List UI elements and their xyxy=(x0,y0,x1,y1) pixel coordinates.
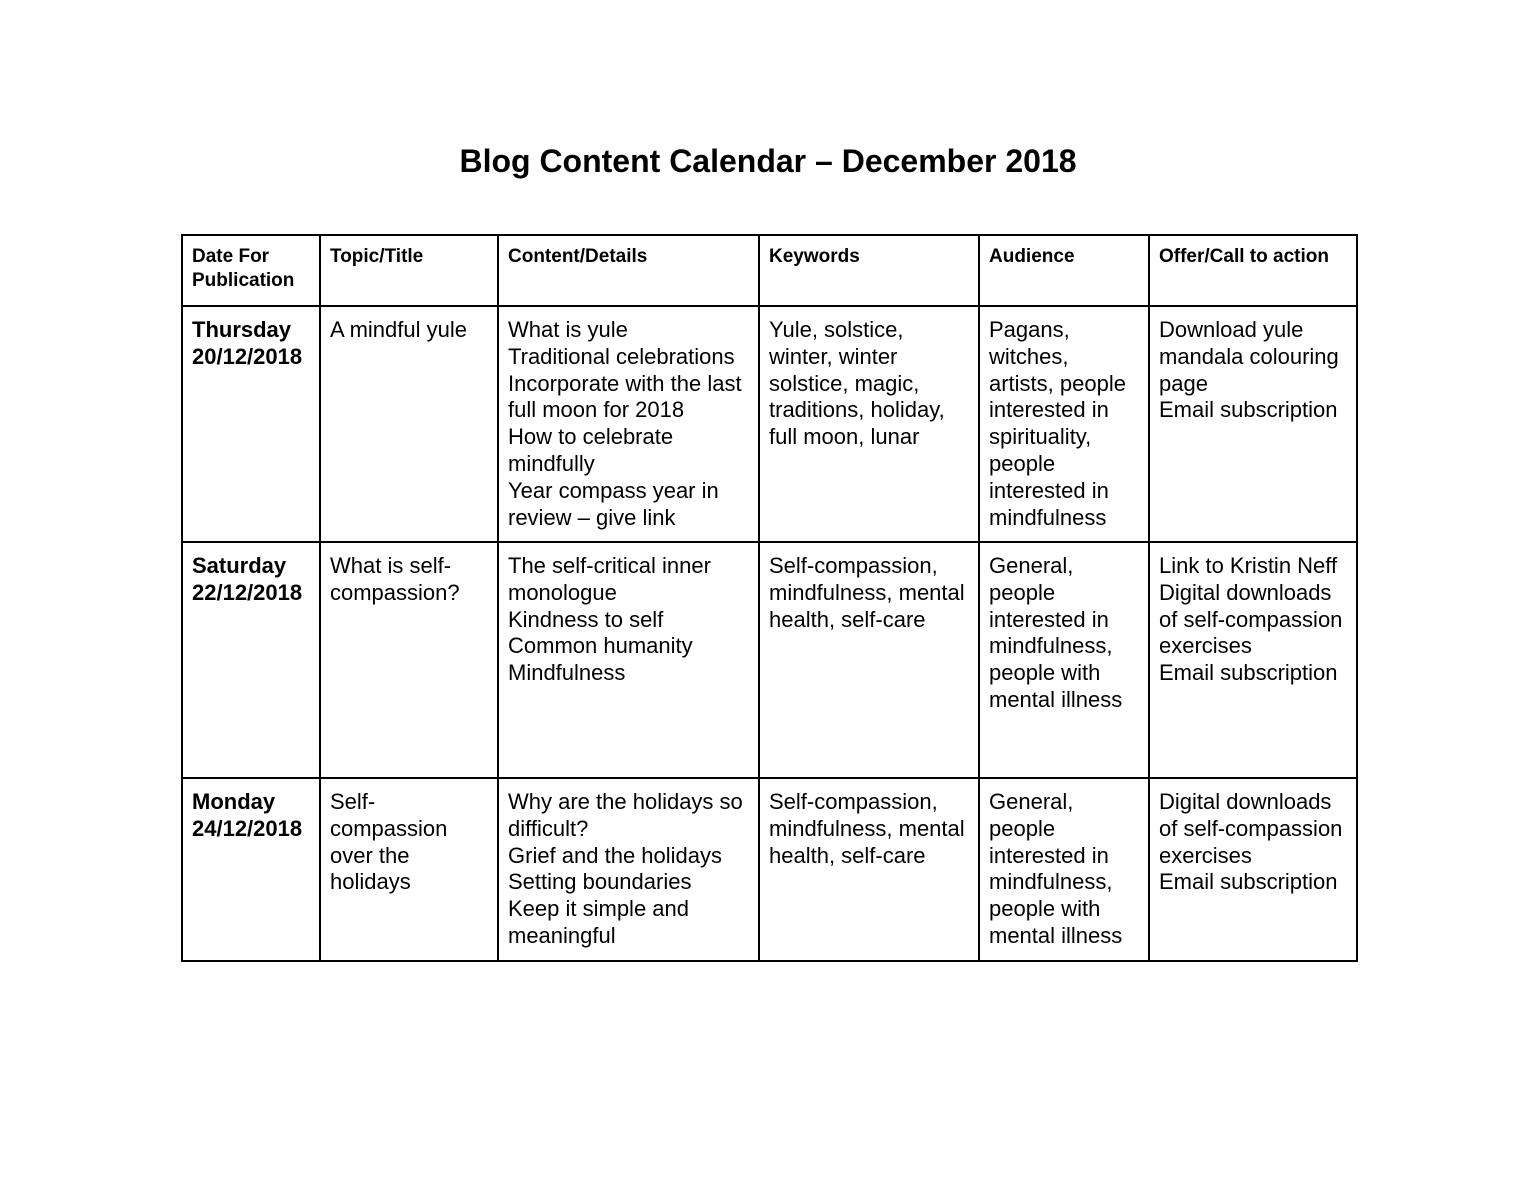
content-item: How to celebrate mindfully xyxy=(508,424,674,476)
offer-item: Digital downloads of self-compassion exercises xyxy=(1159,579,1343,659)
header-topic: Topic/Title xyxy=(320,235,498,306)
content-cell xyxy=(498,306,759,542)
content-item: The self-critical inner monologue xyxy=(508,553,711,605)
header-audience: Audience xyxy=(979,235,1149,306)
content-calendar-table xyxy=(181,234,1358,962)
table-row xyxy=(182,778,1357,961)
document-title: Blog Content Calendar – December 2018 xyxy=(459,143,1077,179)
content-item: What is yule xyxy=(508,317,628,342)
offer-item: Email subscription xyxy=(1159,397,1338,423)
content-cell xyxy=(498,778,759,961)
header-row xyxy=(182,235,1357,306)
date-weekday: Thursday xyxy=(192,317,292,342)
topic-cell: What is self-compassion? xyxy=(320,542,498,778)
content-item: Keep it simple and meaningful xyxy=(508,896,689,948)
content-cell xyxy=(498,542,759,778)
content-item: Setting boundaries xyxy=(508,869,692,895)
offer-cell xyxy=(1149,778,1357,961)
topic-cell: A mindful yule xyxy=(320,306,498,542)
content-item: Incorporate with the last full moon for 2018 xyxy=(508,370,742,423)
content-item: Mindfulness xyxy=(508,660,626,686)
offer-item: Digital downloads of self-compassion exercises xyxy=(1159,789,1343,868)
content-item: Why are the holidays so difficult? xyxy=(508,789,743,841)
keywords-cell: Yule, solstice, winter, winter solstice, magic, traditions, holiday, full moon, lunar xyxy=(759,306,979,542)
audience-cell: Pagans, witches, artists, people interested in spirituality, people interested in mindfulness xyxy=(979,306,1149,542)
keywords-cell: Self-compassion, mindfulness, mental health, self-care xyxy=(759,542,979,778)
content-item: Traditional celebrations xyxy=(508,343,735,369)
offer-cell xyxy=(1149,306,1357,542)
date-weekday: Saturday xyxy=(192,553,287,578)
date-weekday: Monday xyxy=(192,789,276,814)
date-value: 20/12/2018 xyxy=(192,343,303,369)
offer-cell xyxy=(1149,542,1357,778)
audience-cell: General, people interested in mindfulness, people with mental illness xyxy=(979,542,1149,778)
header-offer: Offer/Call to action xyxy=(1149,235,1357,306)
content-item: Grief and the holidays xyxy=(508,842,723,868)
keywords-cell: Self-compassion, mindfulness, mental health, self-care xyxy=(759,778,979,961)
offer-item: Link to Kristin Neff xyxy=(1159,553,1338,578)
date-cell xyxy=(182,306,320,542)
table-row xyxy=(182,542,1357,778)
content-item: Year compass year in review – give link xyxy=(508,477,719,530)
content-item: Common humanity xyxy=(508,633,693,659)
header-keywords: Keywords xyxy=(759,235,979,306)
table-row xyxy=(182,306,1357,542)
content-item: Kindness to self xyxy=(508,606,664,632)
header-date: Date For Publication xyxy=(182,235,320,306)
topic-cell: Self-compassion over the holidays xyxy=(320,778,498,961)
offer-item: Email subscription xyxy=(1159,660,1338,686)
audience-cell: General, people interested in mindfulness, people with mental illness xyxy=(979,778,1149,961)
date-cell xyxy=(182,542,320,778)
header-content: Content/Details xyxy=(498,235,759,306)
offer-item: Download yule mandala colouring page xyxy=(1159,317,1339,396)
date-value: 24/12/2018 xyxy=(192,815,303,841)
date-value: 22/12/2018 xyxy=(192,579,303,605)
offer-item: Email subscription xyxy=(1159,869,1338,895)
date-cell xyxy=(182,778,320,961)
